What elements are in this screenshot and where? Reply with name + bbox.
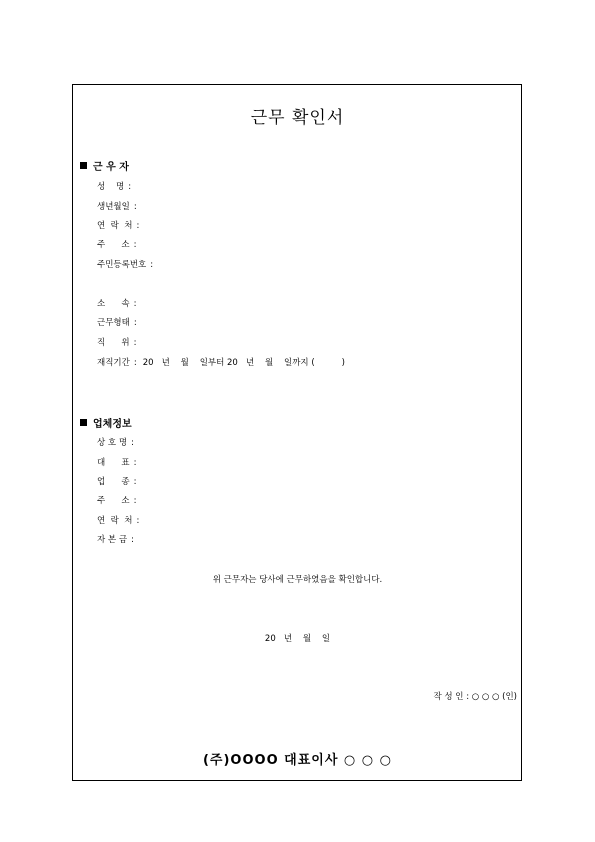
worker-field-resident-number: 주민등록번호 : — [97, 260, 154, 270]
square-bullet-icon — [80, 162, 87, 169]
issue-date: 20 년 월 일 — [264, 634, 331, 644]
worker-field-employment-period: 재직기간 : 20 년 월 일부터 20 년 월 일까지 ( ) — [97, 358, 345, 368]
confirmation-statement: 위 근무자는 당사에 근무하였음을 확인합니다. — [212, 575, 383, 585]
worker-field-affiliation: 소 속 : — [97, 299, 137, 309]
worker-field-position: 직 위 : — [97, 338, 137, 348]
writer-signature-line: 작 성 인 : ○ ○ ○ (인) — [433, 692, 517, 702]
worker-field-work-type: 근무형태 : — [97, 318, 137, 328]
worker-field-contact: 연 락 처 : — [97, 221, 140, 231]
company-field-industry: 업 종 : — [97, 477, 137, 487]
worker-field-name: 성 명 : — [97, 182, 132, 192]
worker-section-title: 근 우 자 — [93, 162, 129, 173]
worker-field-address: 주 소 : — [97, 240, 137, 250]
worker-field-birthdate: 생년월일 : — [97, 202, 137, 212]
document-title: 근무 확인서 — [250, 108, 345, 128]
document-frame — [72, 84, 522, 781]
company-field-address: 주 소 : — [97, 496, 137, 506]
company-field-contact: 연 락 처 : — [97, 516, 140, 526]
square-bullet-icon — [80, 419, 87, 426]
company-field-representative: 대 표 : — [97, 458, 137, 468]
company-field-capital: 자 본 금 : — [97, 535, 134, 545]
company-signature: (주)OOOO 대표이사 ○ ○ ○ — [202, 753, 392, 768]
worker-section-header — [80, 158, 129, 173]
company-section-title: 업체정보 — [93, 419, 132, 430]
company-section-header — [80, 415, 132, 430]
company-field-name: 상 호 명 : — [97, 438, 134, 448]
